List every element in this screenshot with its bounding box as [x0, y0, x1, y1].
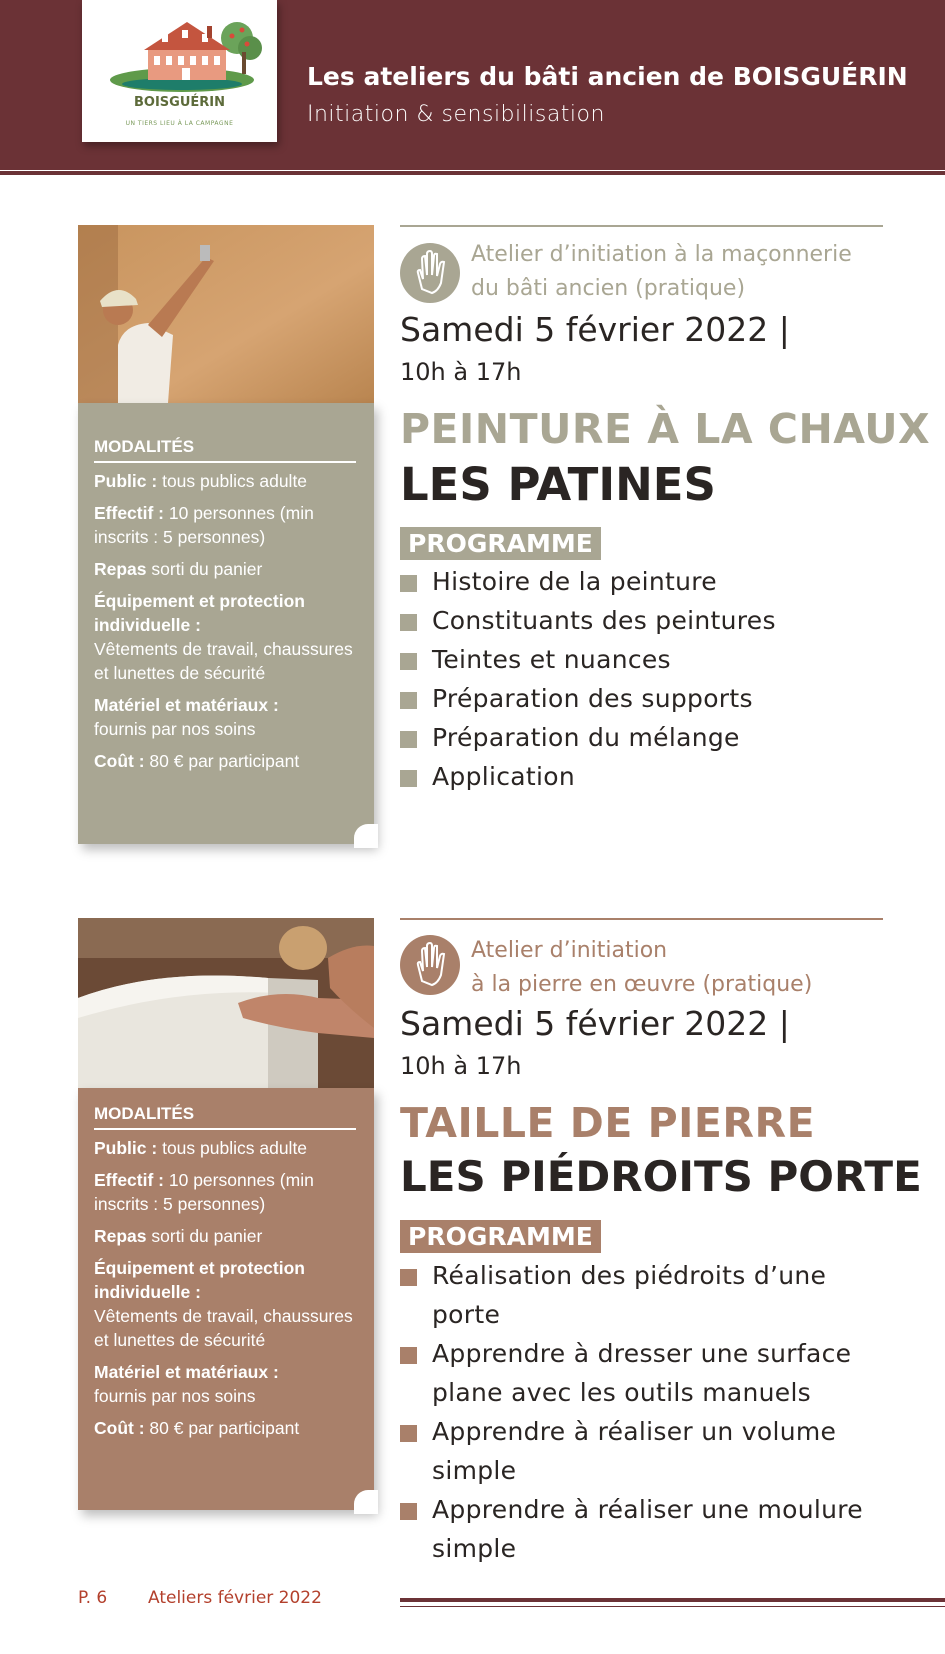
programme-item-text: Réalisation des piédroits d’une porte	[432, 1261, 827, 1329]
boisguerin-logo	[82, 0, 277, 142]
hand-icon	[400, 935, 460, 995]
equipement-label: Équipement et protection individuelle :	[94, 1258, 305, 1302]
materiel-label: Matériel et matériaux :	[94, 695, 279, 715]
section-rule	[400, 918, 883, 920]
event-hours: 10h à 17h	[400, 1052, 522, 1080]
workshop-title: TAILLE DE PIERRE	[400, 1099, 816, 1147]
page-number: P. 6	[78, 1588, 108, 1608]
effectif-label: Effectif :	[94, 503, 164, 523]
programme-item-text: Préparation des supports	[432, 684, 753, 713]
atelier-line-2: à la pierre en œuvre (pratique)	[471, 972, 813, 997]
programme-label: PROGRAMME	[400, 527, 601, 560]
footer-title: Ateliers février 2022	[148, 1588, 322, 1608]
effectif-value: 10 personnes (min inscrits : 5 personnes)	[94, 1170, 314, 1214]
materiel-label: Matériel et matériaux :	[94, 1362, 279, 1382]
footer-rule	[400, 1598, 945, 1602]
square-bullet-icon	[400, 1425, 417, 1442]
programme-item	[400, 601, 890, 640]
square-bullet-icon	[400, 575, 417, 592]
repas-label: Repas	[94, 559, 147, 579]
hand-icon	[400, 243, 460, 303]
atelier-line-1: Atelier d’initiation	[471, 938, 668, 963]
programme-item	[400, 1490, 900, 1568]
programme-item	[400, 1412, 900, 1490]
programme-item	[400, 718, 890, 757]
cout-value: 80 € par participant	[149, 1418, 300, 1438]
programme-item	[400, 1334, 900, 1412]
square-bullet-icon	[400, 770, 417, 787]
event-hours: 10h à 17h	[400, 358, 522, 386]
effectif-label: Effectif :	[94, 1170, 164, 1190]
programme-item-text: Application	[432, 762, 575, 791]
modalites-panel	[78, 1088, 374, 1510]
square-bullet-icon	[400, 692, 417, 709]
cout-value: 80 € par participant	[149, 751, 300, 771]
programme-list	[400, 562, 890, 796]
programme-item-text: Apprendre à réaliser une moulure simple	[432, 1495, 863, 1563]
programme-item	[400, 562, 890, 601]
equipement-value: Vêtements de travail, chaussures et lunettes de sécurité	[94, 639, 353, 683]
square-bullet-icon	[400, 614, 417, 631]
programme-item-text: Apprendre à réaliser un volume simple	[432, 1417, 837, 1485]
section-rule	[400, 225, 883, 227]
atelier-type	[471, 934, 812, 1002]
programme-list	[400, 1256, 900, 1568]
atelier-line-2: du bâti ancien (pratique)	[471, 276, 746, 301]
public-label: Public :	[94, 1138, 158, 1158]
logo-name: BOISGUÉRIN	[134, 95, 225, 110]
footer-rule-thin	[400, 1606, 945, 1607]
logo-tagline: UN TIERS LIEU À LA CAMPAGNE	[125, 120, 234, 127]
materiel-value: fournis par nos soins	[94, 1386, 256, 1406]
workshop-photo-stone	[78, 918, 374, 1088]
square-bullet-icon	[400, 1269, 417, 1286]
modalites-heading: MODALITÉS	[94, 435, 356, 463]
public-value: tous publics adulte	[162, 471, 308, 491]
workshop-subtitle: LES PATINES	[400, 458, 716, 511]
effectif-value: 10 personnes (min inscrits : 5 personnes)	[94, 503, 314, 547]
square-bullet-icon	[400, 731, 417, 748]
workshop-subtitle: LES PIÉDROITS PORTE	[400, 1152, 922, 1201]
programme-item-text: Préparation du mélange	[432, 723, 740, 752]
programme-item	[400, 640, 890, 679]
event-date: Samedi 5 février 2022 |	[400, 1004, 790, 1043]
programme-item-text: Apprendre à dresser une surface plane avec les outils manuels	[432, 1339, 852, 1407]
workshop-title: PEINTURE À LA CHAUX	[400, 405, 931, 453]
event-date: Samedi 5 février 2022 |	[400, 310, 790, 349]
panel-notch	[354, 1490, 378, 1514]
public-label: Public :	[94, 471, 158, 491]
programme-item	[400, 1256, 900, 1334]
equipement-value: Vêtements de travail, chaussures et lunettes de sécurité	[94, 1306, 353, 1350]
atelier-type	[471, 238, 852, 306]
repas-label: Repas	[94, 1226, 147, 1246]
square-bullet-icon	[400, 653, 417, 670]
atelier-line-1: Atelier d’initiation à la maçonnerie	[471, 242, 852, 267]
panel-notch	[354, 824, 378, 848]
square-bullet-icon	[400, 1503, 417, 1520]
cout-label: Coût :	[94, 751, 145, 771]
cout-label: Coût :	[94, 1418, 145, 1438]
square-bullet-icon	[400, 1347, 417, 1364]
programme-item	[400, 757, 890, 796]
header-divider	[0, 171, 945, 175]
page-title: Les ateliers du bâti ancien de BOISGUÉRIN	[307, 62, 908, 91]
programme-item	[400, 679, 890, 718]
page-subtitle: Initiation & sensibilisation	[307, 102, 605, 127]
public-value: tous publics adulte	[162, 1138, 308, 1158]
workshop-photo-painting	[78, 225, 374, 403]
repas-value: sorti du panier	[151, 559, 263, 579]
modalites-panel	[78, 403, 374, 844]
programme-item-text: Histoire de la peinture	[432, 567, 717, 596]
programme-label: PROGRAMME	[400, 1220, 601, 1253]
materiel-value: fournis par nos soins	[94, 719, 256, 739]
modalites-heading: MODALITÉS	[94, 1102, 356, 1130]
equipement-label: Équipement et protection individuelle :	[94, 591, 305, 635]
programme-item-text: Teintes et nuances	[432, 645, 671, 674]
programme-item-text: Constituants des peintures	[432, 606, 776, 635]
repas-value: sorti du panier	[151, 1226, 263, 1246]
